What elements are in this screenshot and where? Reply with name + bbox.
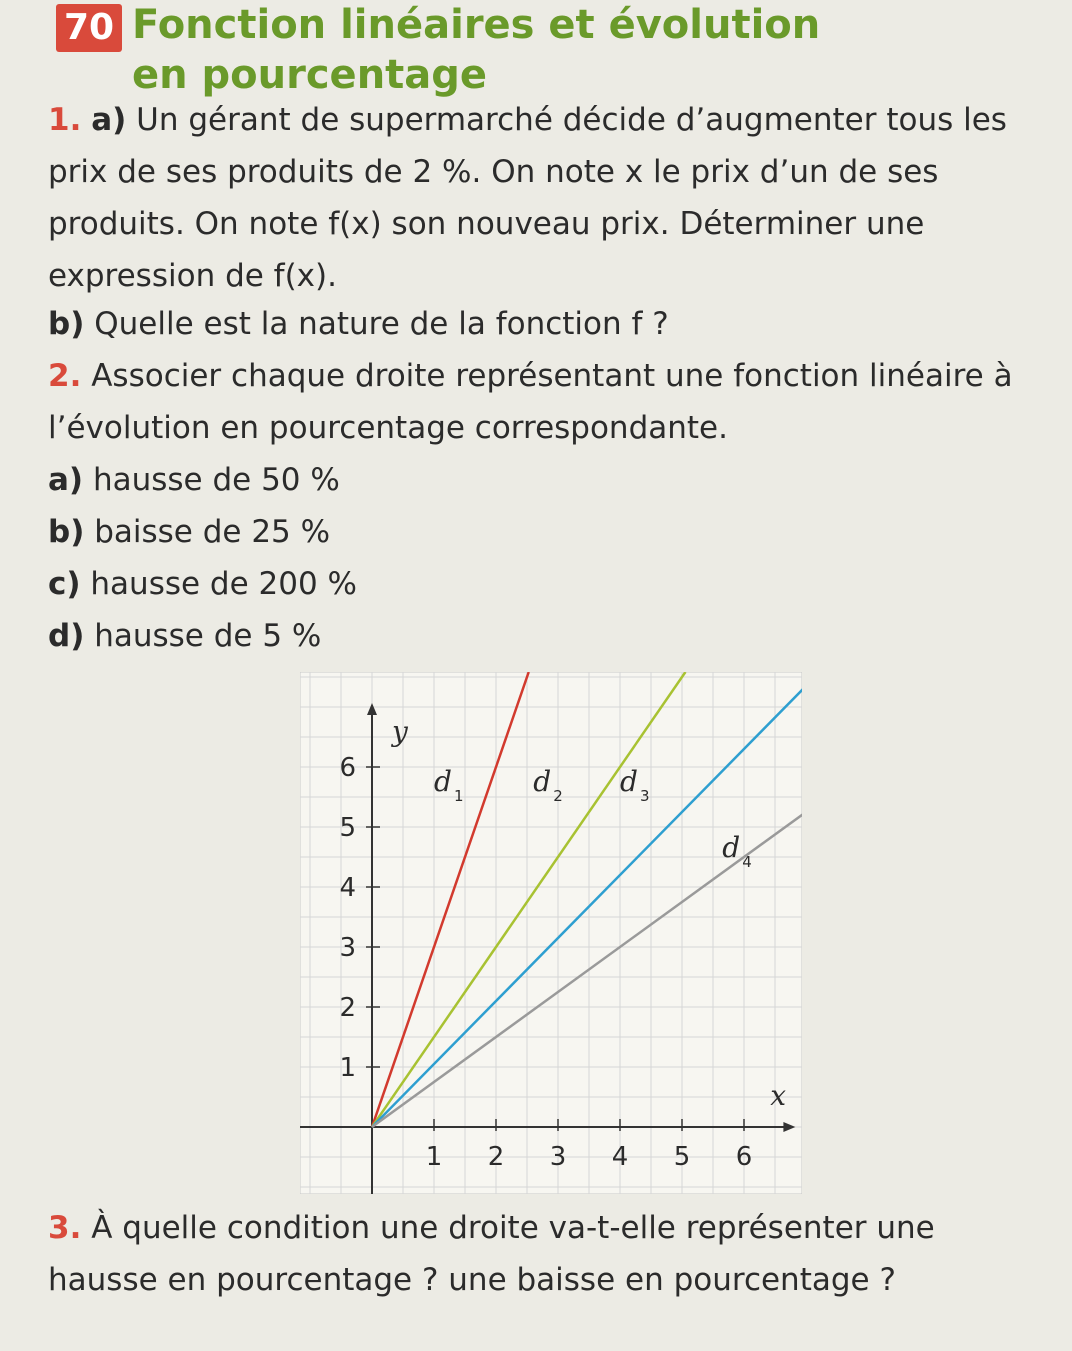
series-label-d4: d [722,831,741,864]
y-tick-label: 2 [339,993,356,1023]
question-1b [48,298,1028,350]
y-axis-label: y [392,715,408,748]
question-3 [48,1202,1028,1306]
x-axis-label: x [770,1079,786,1112]
series-label-d3: d [620,765,638,798]
exercise-number: 70 [56,4,122,52]
question-2 [48,350,1028,454]
series-label-d1: d [434,765,452,798]
option-d [48,610,1028,662]
option-a [48,454,1028,506]
x-tick-label: 6 [735,1142,753,1172]
series-label-sub-d2: 2 [553,787,563,805]
q2-text: Associer chaque droite représentant une fonction linéaire à l’évolution en pourcentage correspondante. [48,358,1013,446]
option-a-label: a) [48,462,84,498]
series-label-sub-d1: 1 [454,787,464,805]
series-label-d2: d [533,765,552,798]
option-d-label: d) [48,618,85,654]
y-tick-label: 5 [339,813,356,843]
x-tick-label: 5 [673,1142,691,1172]
x-tick-label: 2 [487,1142,505,1172]
y-tick-label: 1 [339,1053,356,1083]
series-label-sub-d3: 3 [640,787,650,805]
q3-text: À quelle condition une droite va-t-elle représenter une hausse en pourcentage ? une baisse en pourcentage ? [48,1210,935,1298]
option-b-label: b) [48,514,85,550]
x-tick-label: 3 [549,1142,567,1172]
x-tick-label: 1 [425,1142,443,1172]
option-b-text: baisse de 25 % [94,514,331,550]
q1b-label: b) [48,306,85,342]
x-tick-label: 4 [611,1142,629,1172]
option-c-text: hausse de 200 % [90,566,358,602]
q1b-text: Quelle est la nature de la fonction f ? [94,306,669,342]
title-line-2: en pourcentage [132,52,488,98]
chart-svg [300,672,802,1194]
q2-number: 2. [48,358,82,394]
q1a-text: Un gérant de supermarché décide d’augmenter tous les prix de ses produits de 2 %. On note x le prix d’un de ses produits. On note f(x) son nouveau prix. Déterminer une expression de f(x). [48,102,1007,294]
y-tick-label: 6 [339,753,356,783]
option-c-label: c) [48,566,81,602]
exercise-title [132,0,820,100]
option-a-text: hausse de 50 % [92,462,340,498]
q3-number: 3. [48,1210,82,1246]
series-label-sub-d4: 4 [742,853,752,871]
title-line-1: Fonction linéaires et évolution [132,2,821,48]
question-1a [48,94,1028,302]
option-c [48,558,1028,610]
q1a-label: a) [91,102,127,138]
linear-functions-chart [300,672,802,1194]
q1-number: 1. [48,102,82,138]
option-b [48,506,1028,558]
y-tick-label: 3 [339,933,356,963]
option-d-text: hausse de 5 % [94,618,322,654]
y-tick-label: 4 [339,873,356,903]
